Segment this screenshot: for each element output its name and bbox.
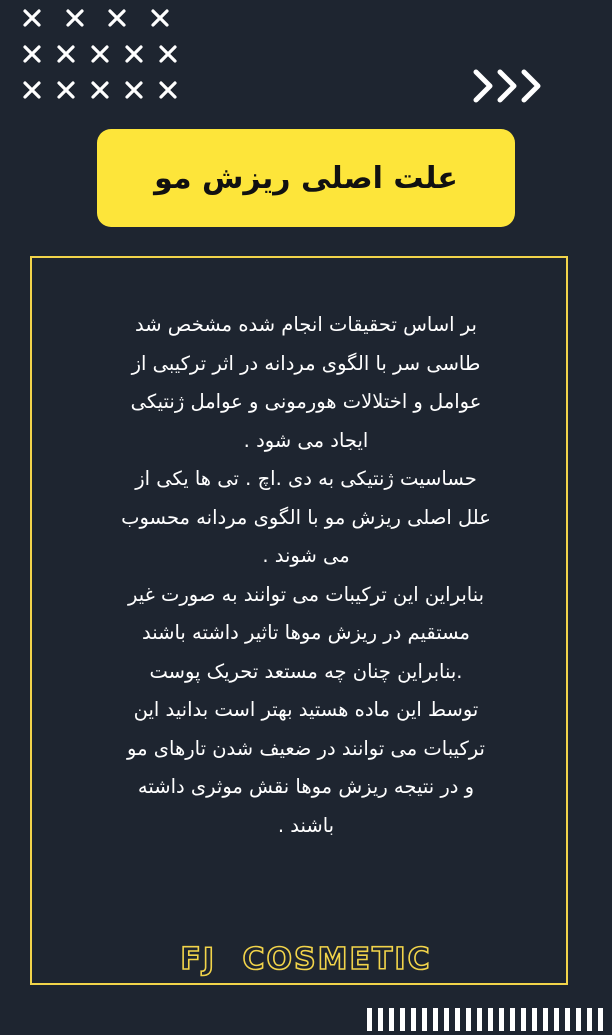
title-banner	[97, 129, 515, 227]
triple-chevron-right-icon	[470, 68, 555, 104]
x-mark-icon	[22, 0, 65, 36]
brand-logo-text: FJ COSMETIC	[180, 942, 432, 977]
body-line: توسط این ماده هستید بهتر است بدانید این	[133, 698, 479, 721]
page-title: علت اصلی ریزش مو	[154, 160, 458, 196]
body-line: بر اساس تحقیقات انجام شده مشخص شد	[135, 313, 477, 336]
body-line: می شوند .	[262, 544, 350, 567]
body-line: بنابراین این ترکیبات می توانند به صورت غیر	[127, 582, 485, 606]
x-mark-icon	[158, 72, 192, 108]
x-mark-row	[22, 36, 192, 72]
x-mark-icon	[150, 0, 193, 36]
body-line: باشند .	[277, 813, 335, 837]
x-mark-icon	[56, 72, 90, 108]
body-line: طاسی سر با الگوی مردانه در اثر ترکیبی از	[131, 351, 481, 375]
x-mark-row	[22, 72, 192, 108]
body-line: مستقیم در ریزش موها تاثیر داشته باشند	[142, 621, 470, 644]
body-line: حساسیت ژنتیکی به دی .اچ . تی ها یکی از	[135, 467, 477, 490]
body-line: ایجاد می شود .	[243, 428, 369, 452]
body-line: و در نتیجه ریزش موها نقش موثری داشته	[137, 775, 475, 798]
body-line: عوامل و اختلالات هورمونی و عوامل ژنتیکی	[130, 390, 482, 413]
x-mark-icon	[107, 0, 150, 36]
x-mark-grid	[22, 0, 192, 110]
body-line: ترکیبات می توانند در ضعیف شدن تارهای مو	[127, 736, 485, 760]
x-mark-icon	[90, 36, 124, 72]
x-mark-icon	[124, 72, 158, 108]
body-line: علل اصلی ریزش مو با الگوی مردانه محسوب	[121, 505, 491, 529]
x-mark-icon	[90, 72, 124, 108]
x-mark-row	[22, 0, 192, 36]
x-mark-icon	[22, 72, 56, 108]
x-mark-icon	[22, 36, 56, 72]
x-mark-icon	[65, 0, 108, 36]
vertical-stripes-decoration	[365, 1008, 612, 1031]
x-mark-icon	[56, 36, 90, 72]
body-line: .بنابراین چنان چه مستعد تحریک پوست	[149, 659, 463, 683]
x-mark-icon	[158, 36, 192, 72]
x-mark-icon	[124, 36, 158, 72]
body-text	[38, 306, 574, 845]
